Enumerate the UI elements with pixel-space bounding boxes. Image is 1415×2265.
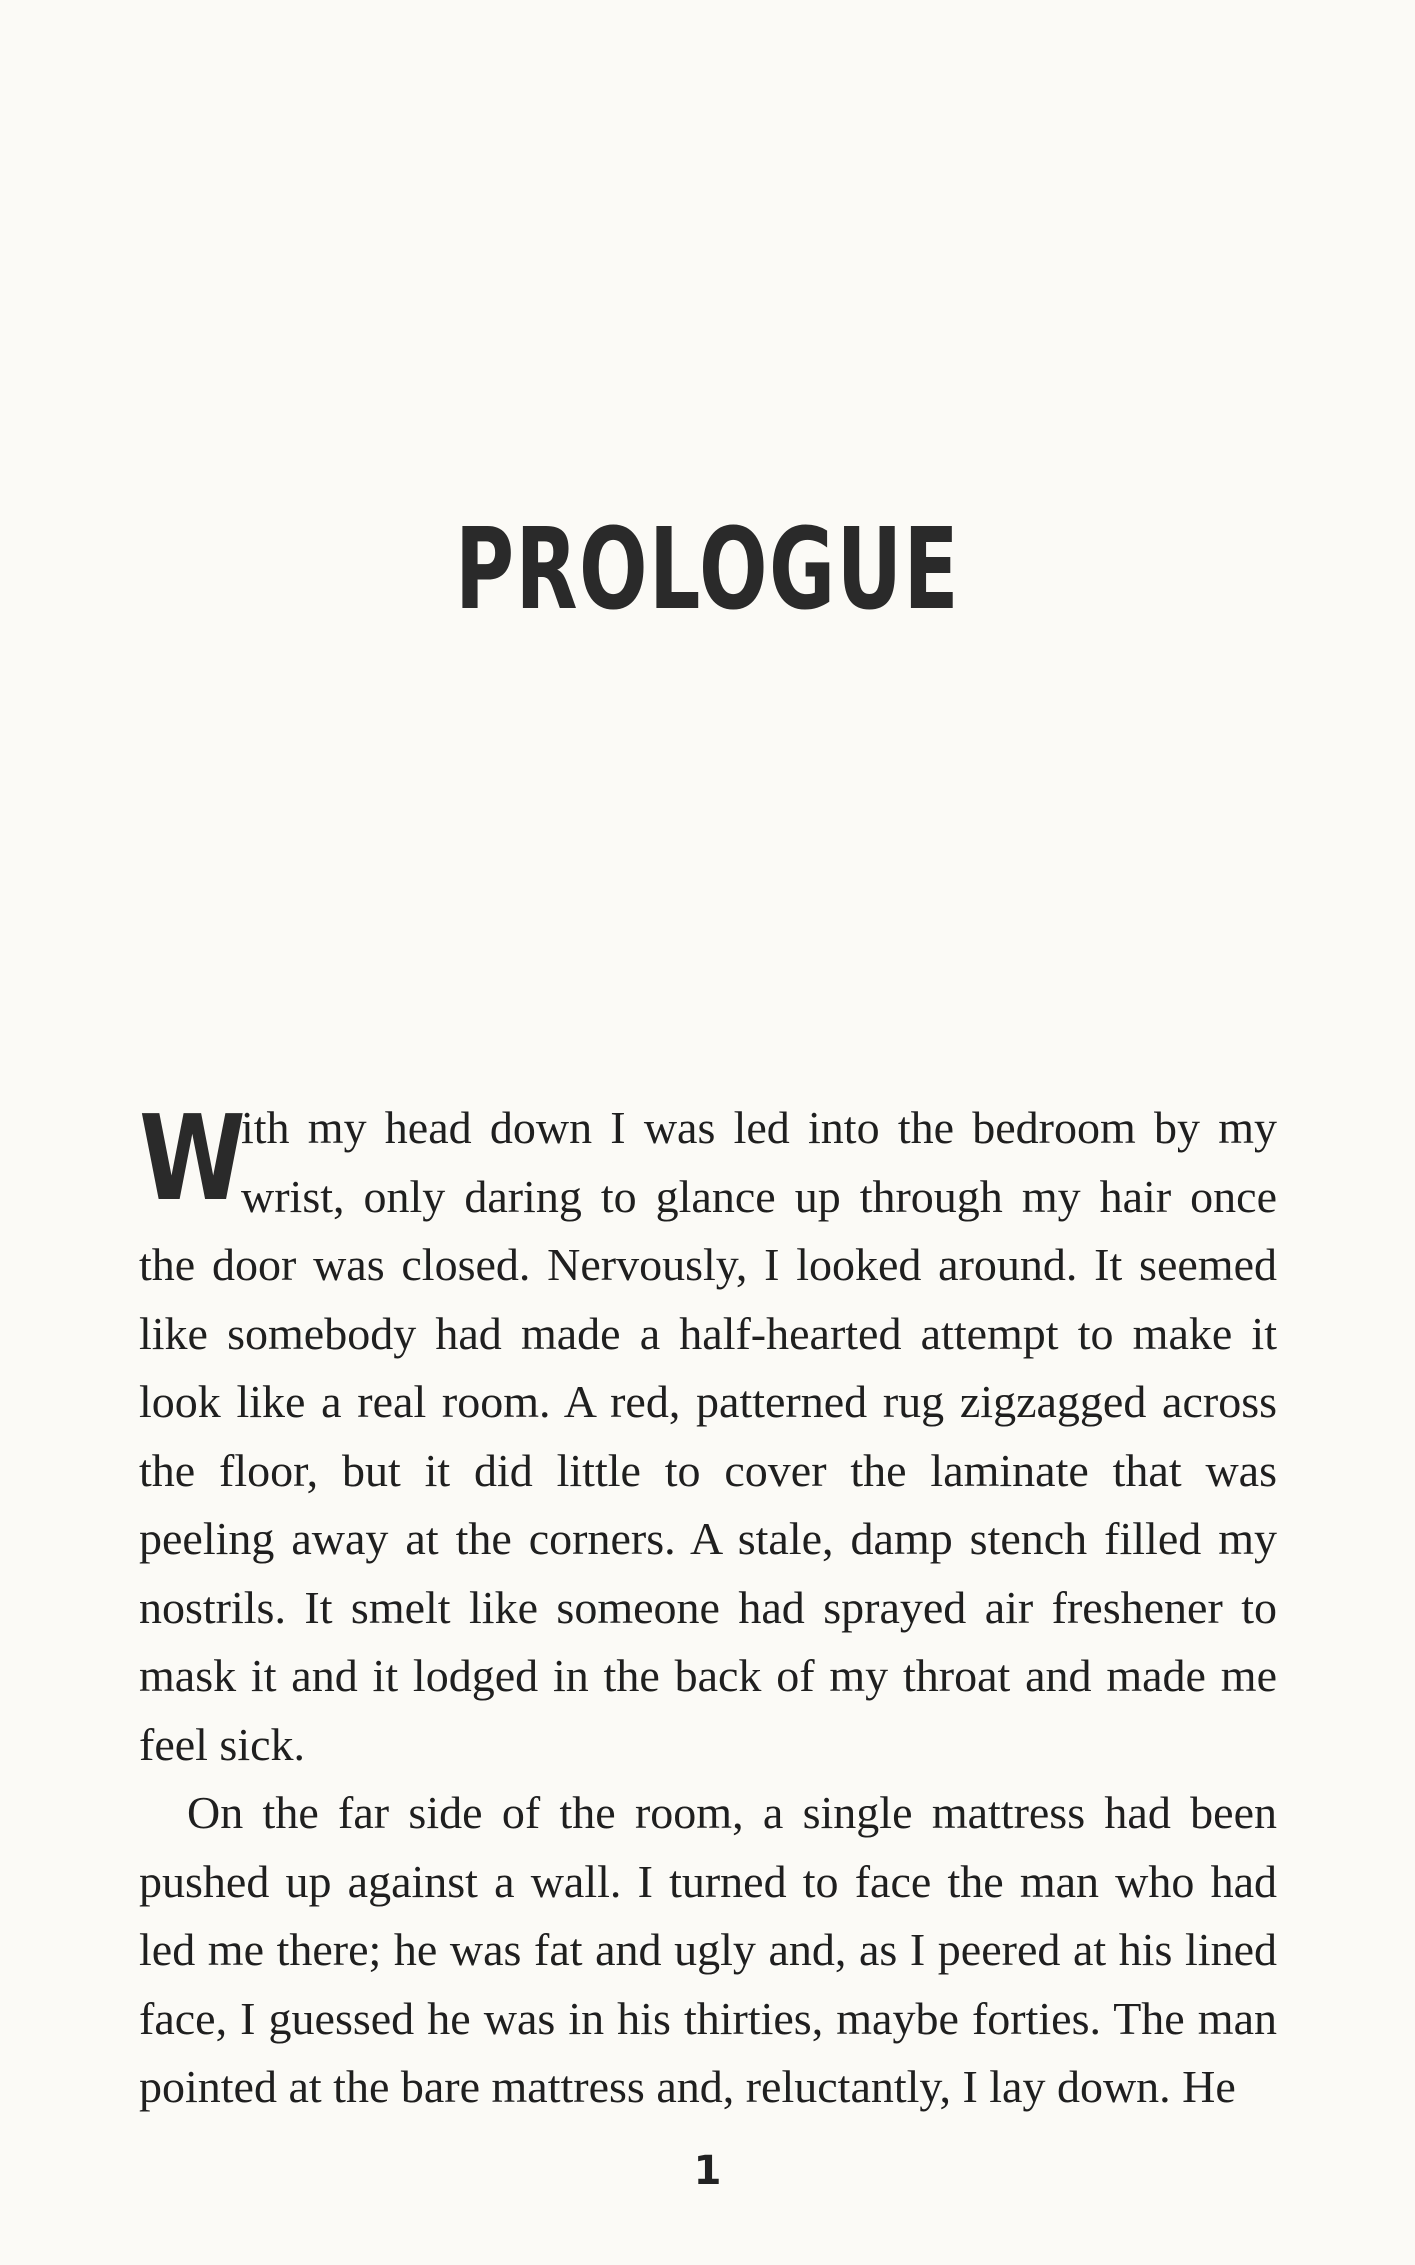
page-number: 1	[693, 2148, 722, 2194]
body-text	[139, 1089, 1277, 2122]
paragraph-1	[139, 1089, 1277, 1779]
drop-cap: W	[139, 1089, 246, 1227]
chapter-title: PROLOGUE	[454, 505, 961, 635]
paragraph-2: On the far side of the room, a single mattress had been pushed up against a wall. I turned to face the man who had led me there; he was fat and ugly and, as I peered at his lined face, I guessed he was in his thirties, maybe forties. The man pointed at the bare mattress and, reluctantly, I lay down. He	[139, 1787, 1277, 2112]
paragraph-1-text: ith my head down I was led into the bedroom by my wrist, only daring to glance up through my hair once the door was closed. Nervously, I looked around. It seemed like somebody had made a half-hearted attempt to make it look like a real room. A red, patterned rug zigzagged across the floor, but it did little to cover the laminate that was peeling away at the corners. A stale, damp stench filled my nostrils. It smelt like someone had sprayed air freshener to mask it and it lodged in the back of my throat and made me feel sick.	[139, 1102, 1277, 1770]
